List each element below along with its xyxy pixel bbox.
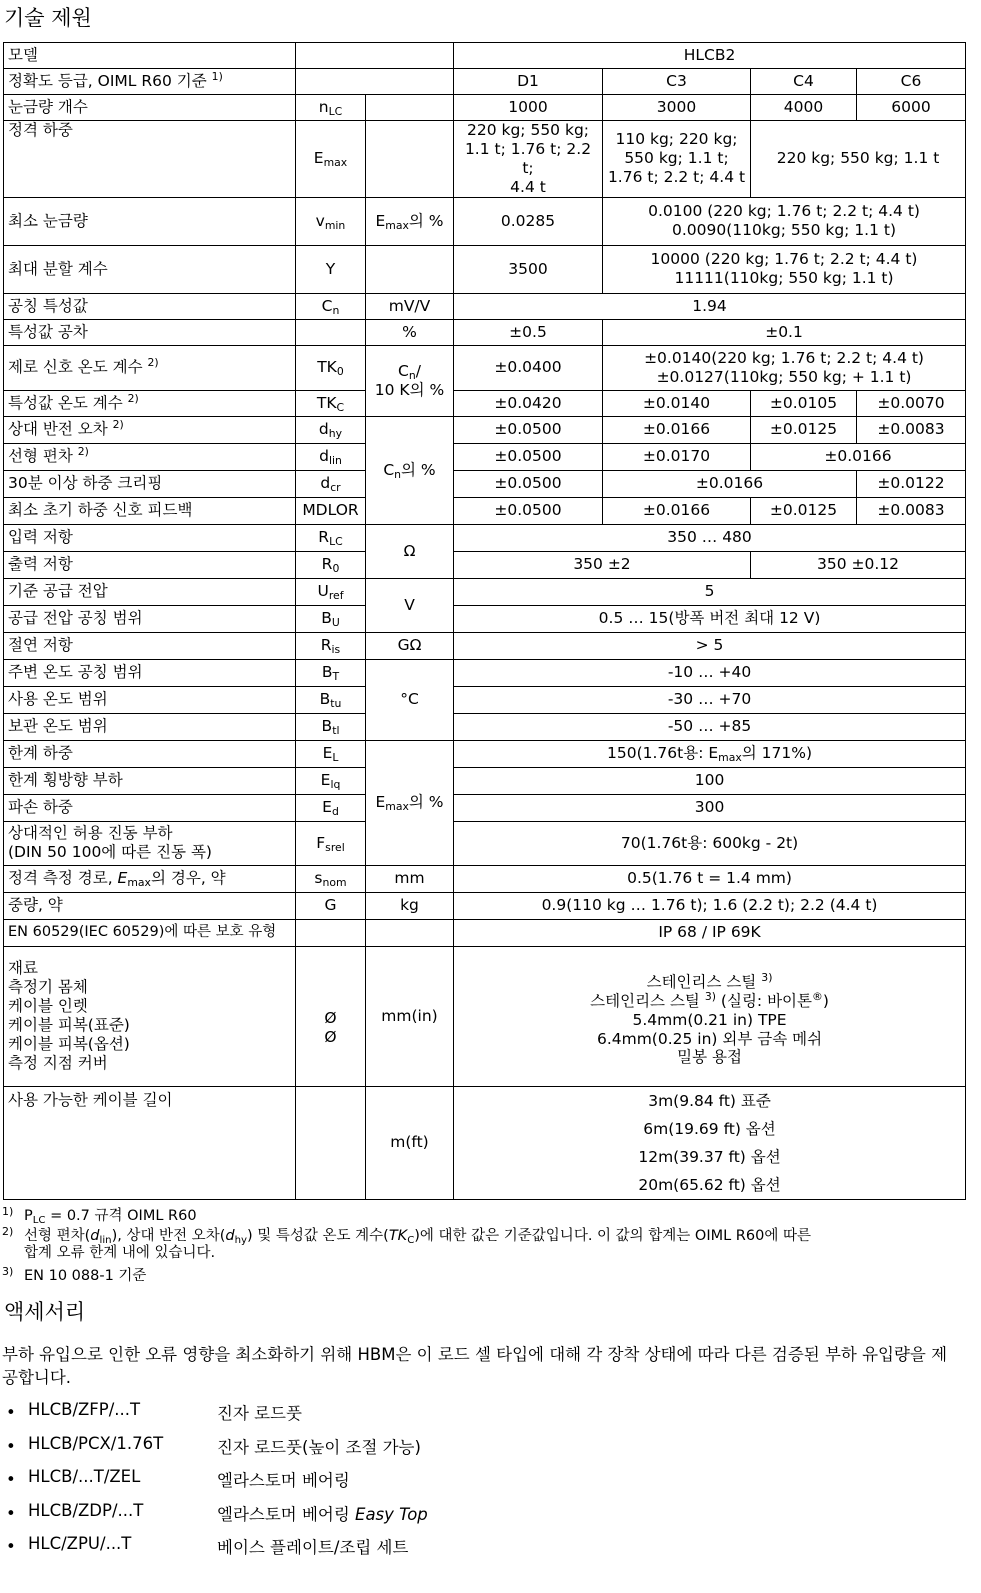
page-title: 기술 제원 (4, 6, 92, 30)
row-label: 최대 분할 계수 (4, 245, 296, 293)
table-row (4, 767, 966, 794)
value: ±0.0500 (454, 416, 603, 443)
table-row (4, 497, 966, 524)
table-row (4, 390, 966, 416)
value: 0.9(110 kg … 1.76 t); 1.6 (2.2 t); 2.2 (4.4 t) (454, 892, 966, 919)
value: 1000 (454, 95, 603, 121)
unit: V (366, 578, 454, 632)
symbol: $d_{cr}$ (296, 470, 366, 497)
bullet-icon: • (6, 1503, 16, 1523)
value: 150(1.76t용: $E_{max}$의 171%) (454, 740, 966, 767)
row-label: 제로 신호 온도 계수 $^{2)}$ (4, 345, 296, 390)
value: ±0.0400 (454, 345, 603, 390)
row-label: 출력 저항 (4, 551, 296, 578)
symbol: $d_{hy}$ (296, 416, 366, 443)
unit: $E_{max}$의 % (366, 740, 454, 865)
table-row (4, 293, 966, 319)
value: ±0.0170 (603, 443, 751, 470)
bullet-icon: • (6, 1436, 16, 1456)
symbol: $d_{lin}$ (296, 443, 366, 470)
value: 110 kg; 220 kg; 550 kg; 1.1 t; 1.76 t; 2.2 t; 4.4 t (603, 121, 751, 198)
unit: Ω (366, 524, 454, 578)
row-label: 한계 횡방향 부하 (4, 767, 296, 794)
row-label: 특성값 공차 (4, 319, 296, 345)
value: 0.5 … 15(방폭 버전 최대 12 V) (454, 605, 966, 632)
accessory-desc: 엘라스토머 베어링 (217, 1471, 350, 1490)
table-row (4, 95, 966, 121)
spec-table (3, 42, 966, 1200)
row-label: 상대적인 허용 진동 부하 (DIN 50 100에 따른 진동 폭) (4, 821, 296, 865)
class-c3: C3 (603, 69, 751, 95)
value: ±0.0166 (751, 443, 966, 470)
row-label: 눈금량 개수 (4, 95, 296, 121)
symbol: $n_{LC}$ (296, 95, 366, 121)
value: ±0.1 (603, 319, 966, 345)
footnote-1: 1) $P_{LC} = 0.7$ 규격 OIML R60 (2, 1205, 197, 1226)
row-label: 한계 하중 (4, 740, 296, 767)
table-row (4, 919, 966, 946)
value: ±0.0500 (454, 497, 603, 524)
row-label: 공급 전압 공칭 범위 (4, 605, 296, 632)
row-label: 정확도 등급, OIML R60 기준 $^{1)}$ (4, 69, 296, 95)
value: 100 (454, 767, 966, 794)
value: ±0.0083 (857, 497, 966, 524)
row-label: 절연 저항 (4, 632, 296, 659)
row-label: 상대 반전 오차 $^{2)}$ (4, 416, 296, 443)
value: ±0.0500 (454, 443, 603, 470)
row-label: 입력 저항 (4, 524, 296, 551)
table-row (4, 578, 966, 605)
value: 3500 (454, 245, 603, 293)
symbol: $v_{min}$ (296, 197, 366, 245)
unit: $C_n/$ 10 K의 % (366, 345, 454, 416)
accessories-title: 액세서리 (4, 1300, 86, 1324)
value: ±0.0140(220 kg; 1.76 t; 2.2 t; 4.4 t) ±0.0127(110kg; 550 kg; + 1.1 t) (603, 345, 966, 390)
value: ±0.0125 (751, 416, 857, 443)
value: ±0.0122 (857, 470, 966, 497)
accessory-desc: 베이스 플레이트/조립 세트 (217, 1538, 409, 1557)
table-row (4, 686, 966, 713)
bullet-icon: • (6, 1403, 16, 1422)
row-label: 공칭 특성값 (4, 293, 296, 319)
row-label: 선형 편차 $^{2)}$ (4, 443, 296, 470)
symbol: $E_d$ (296, 794, 366, 821)
bullet-icon: • (6, 1470, 16, 1489)
table-row (4, 1086, 966, 1199)
value: 220 kg; 550 kg; 1.1 t; 1.76 t; 2.2 t; 4.4 t (454, 121, 603, 198)
table-row (4, 713, 966, 740)
footnote-3: 3) EN 10 088-1 기준 (2, 1265, 147, 1284)
table-row (4, 821, 966, 865)
value: 3m(9.84 ft) 표준 6m(19.69 ft) 옵션 12m(39.37 ft) 옵션 20m(65.62 ft) 옵션 (454, 1086, 966, 1199)
value: 220 kg; 550 kg; 1.1 t (751, 121, 966, 198)
value: ±0.0070 (857, 390, 966, 416)
table-row (4, 245, 966, 293)
table-row (4, 443, 966, 470)
table-row (4, 946, 966, 1086)
symbol: $R_{is}$ (296, 632, 366, 659)
accessory-code: HLCB/PCX/1.76T (28, 1433, 164, 1453)
symbol: $s_{nom}$ (296, 865, 366, 892)
accessory-code: HLCB/ZFP/...T (28, 1400, 141, 1419)
unit: mV/V (366, 293, 454, 319)
table-row (4, 121, 966, 198)
unit: mm (366, 865, 454, 892)
class-c6: C6 (857, 69, 966, 95)
bullet-icon: • (6, 1537, 16, 1556)
row-label: 30분 이상 하중 크리핑 (4, 470, 296, 497)
model-value: HLCB2 (454, 43, 966, 69)
accessory-desc: 진자 로드풋 (217, 1404, 302, 1423)
value: ±0.0125 (751, 497, 857, 524)
value: ±0.0500 (454, 470, 603, 497)
value: -30 … +70 (454, 686, 966, 713)
accessories-intro: 부하 유입으로 인한 오류 영향을 최소화하기 위해 HBM은 이 로드 셀 타입에 대해 각 장착 상태에 따라 다른 검증된 부하 유입량을 제공합니다. (2, 1345, 948, 1387)
value: 70(1.76t용: 600kg - 2t) (454, 821, 966, 865)
symbol: $B_{tl}$ (296, 713, 366, 740)
value: 350 … 480 (454, 524, 966, 551)
value: 스테인리스 스틸 $^{3)}$ 스테인리스 스틸 $^{3)}$ (실링: 바이톤®) 5.4mm(0.21 in) TPE 6.4mm(0.25 in) 외부 금속 메쉬 밀봉 용접 (454, 946, 966, 1086)
table-row (4, 794, 966, 821)
row-label: 최소 초기 하중 신호 피드백 (4, 497, 296, 524)
unit: $E_{max}$의 % (366, 197, 454, 245)
footnote-2: 2) 선형 편차$(d_{lin})$, 상대 반전 오차$(d_{hy})$ 및 특성값 온도 계수$(TK_C)$에 대한 값은 기준값입니다. 이 값의 합계는 OIML R60에 따른 합계 오류 한계 내에 있습니다. (2, 1225, 811, 1261)
table-row (4, 69, 966, 95)
unit: % (366, 319, 454, 345)
value: 3000 (603, 95, 751, 121)
symbol: $F_{srel}$ (296, 821, 366, 865)
value: 5 (454, 578, 966, 605)
unit: GΩ (366, 632, 454, 659)
row-label: 사용 온도 범위 (4, 686, 296, 713)
class-d1: D1 (454, 69, 603, 95)
table-row (4, 551, 966, 578)
unit: m(ft) (366, 1086, 454, 1199)
symbol: $B_T$ (296, 659, 366, 686)
value: ±0.5 (454, 319, 603, 345)
symbol: Ø Ø (296, 946, 366, 1086)
value: > 5 (454, 632, 966, 659)
value: 1.94 (454, 293, 966, 319)
table-row (4, 524, 966, 551)
value: 0.5(1.76 t = 1.4 mm) (454, 865, 966, 892)
value: IP 68 / IP 69K (454, 919, 966, 946)
row-label: 최소 눈금량 (4, 197, 296, 245)
row-label: EN 60529(IEC 60529)에 따른 보호 유형 (4, 919, 296, 946)
row-label: 중량, 약 (4, 892, 296, 919)
accessory-code: HLC/ZPU/...T (28, 1534, 132, 1553)
value: ±0.0105 (751, 390, 857, 416)
symbol: $E_{max}$ (296, 121, 366, 198)
symbol: G (296, 892, 366, 919)
row-label: 주변 온도 공칭 범위 (4, 659, 296, 686)
symbol: $B_U$ (296, 605, 366, 632)
accessory-desc: 엘라스토머 베어링 Easy Top (217, 1504, 428, 1524)
table-row (4, 345, 966, 390)
table-row (4, 470, 966, 497)
value: ±0.0420 (454, 390, 603, 416)
row-label: 보관 온도 범위 (4, 713, 296, 740)
accessory-code: HLCB/...T/ZEL (28, 1467, 141, 1486)
unit: $C_n$의 % (366, 416, 454, 524)
row-label: 특성값 온도 계수 $^{2)}$ (4, 390, 296, 416)
row-label: 사용 가능한 케이블 길이 (4, 1086, 296, 1199)
value: 6000 (857, 95, 966, 121)
value: -50 … +85 (454, 713, 966, 740)
table-row (4, 632, 966, 659)
value: 10000 (220 kg; 1.76 t; 2.2 t; 4.4 t) 11111(110kg; 550 kg; 1.1 t) (603, 245, 966, 293)
row-label: 정격 하중 (4, 121, 296, 198)
value: 0.0285 (454, 197, 603, 245)
accessory-code: HLCB/ZDP/...T (28, 1500, 144, 1520)
symbol: $E_L$ (296, 740, 366, 767)
row-label: 기준 공급 전압 (4, 578, 296, 605)
symbol: MDLOR (296, 497, 366, 524)
symbol: $C_n$ (296, 293, 366, 319)
value: ±0.0166 (603, 416, 751, 443)
row-label: 모델 (4, 43, 296, 69)
row-label: 파손 하중 (4, 794, 296, 821)
accessory-desc: 진자 로드풋(높이 조절 가능) (217, 1437, 421, 1457)
value: ±0.0166 (603, 470, 857, 497)
table-row (4, 43, 966, 69)
symbol: $R_{LC}$ (296, 524, 366, 551)
value: ±0.0140 (603, 390, 751, 416)
symbol: $TK_0$ (296, 345, 366, 390)
value: 350 ±0.12 (751, 551, 966, 578)
value: 300 (454, 794, 966, 821)
unit: kg (366, 892, 454, 919)
value: ±0.0083 (857, 416, 966, 443)
value: -10 … +40 (454, 659, 966, 686)
symbol: $R_0$ (296, 551, 366, 578)
symbol: $TK_C$ (296, 390, 366, 416)
symbol: $B_{tu}$ (296, 686, 366, 713)
symbol: Y (296, 245, 366, 293)
symbol: $U_{ref}$ (296, 578, 366, 605)
table-row (4, 865, 966, 892)
value: 0.0100 (220 kg; 1.76 t; 2.2 t; 4.4 t) 0.0090(110kg; 550 kg; 1.1 t) (603, 197, 966, 245)
class-c4: C4 (751, 69, 857, 95)
value: 350 ±2 (454, 551, 751, 578)
row-label: 정격 측정 경로, $E_{max}$의 경우, 약 (4, 865, 296, 892)
table-row (4, 319, 966, 345)
unit: °C (366, 659, 454, 740)
symbol: $E_{lq}$ (296, 767, 366, 794)
table-row (4, 605, 966, 632)
table-row (4, 892, 966, 919)
table-row (4, 416, 966, 443)
value: 4000 (751, 95, 857, 121)
row-label: 재료 측정기 몸체 케이블 인렛 케이블 피복(표준) 케이블 피복(옵션) 측정 지점 커버 (4, 946, 296, 1086)
value: ±0.0166 (603, 497, 751, 524)
unit: mm(in) (366, 946, 454, 1086)
table-row (4, 659, 966, 686)
table-row (4, 740, 966, 767)
table-row (4, 197, 966, 245)
